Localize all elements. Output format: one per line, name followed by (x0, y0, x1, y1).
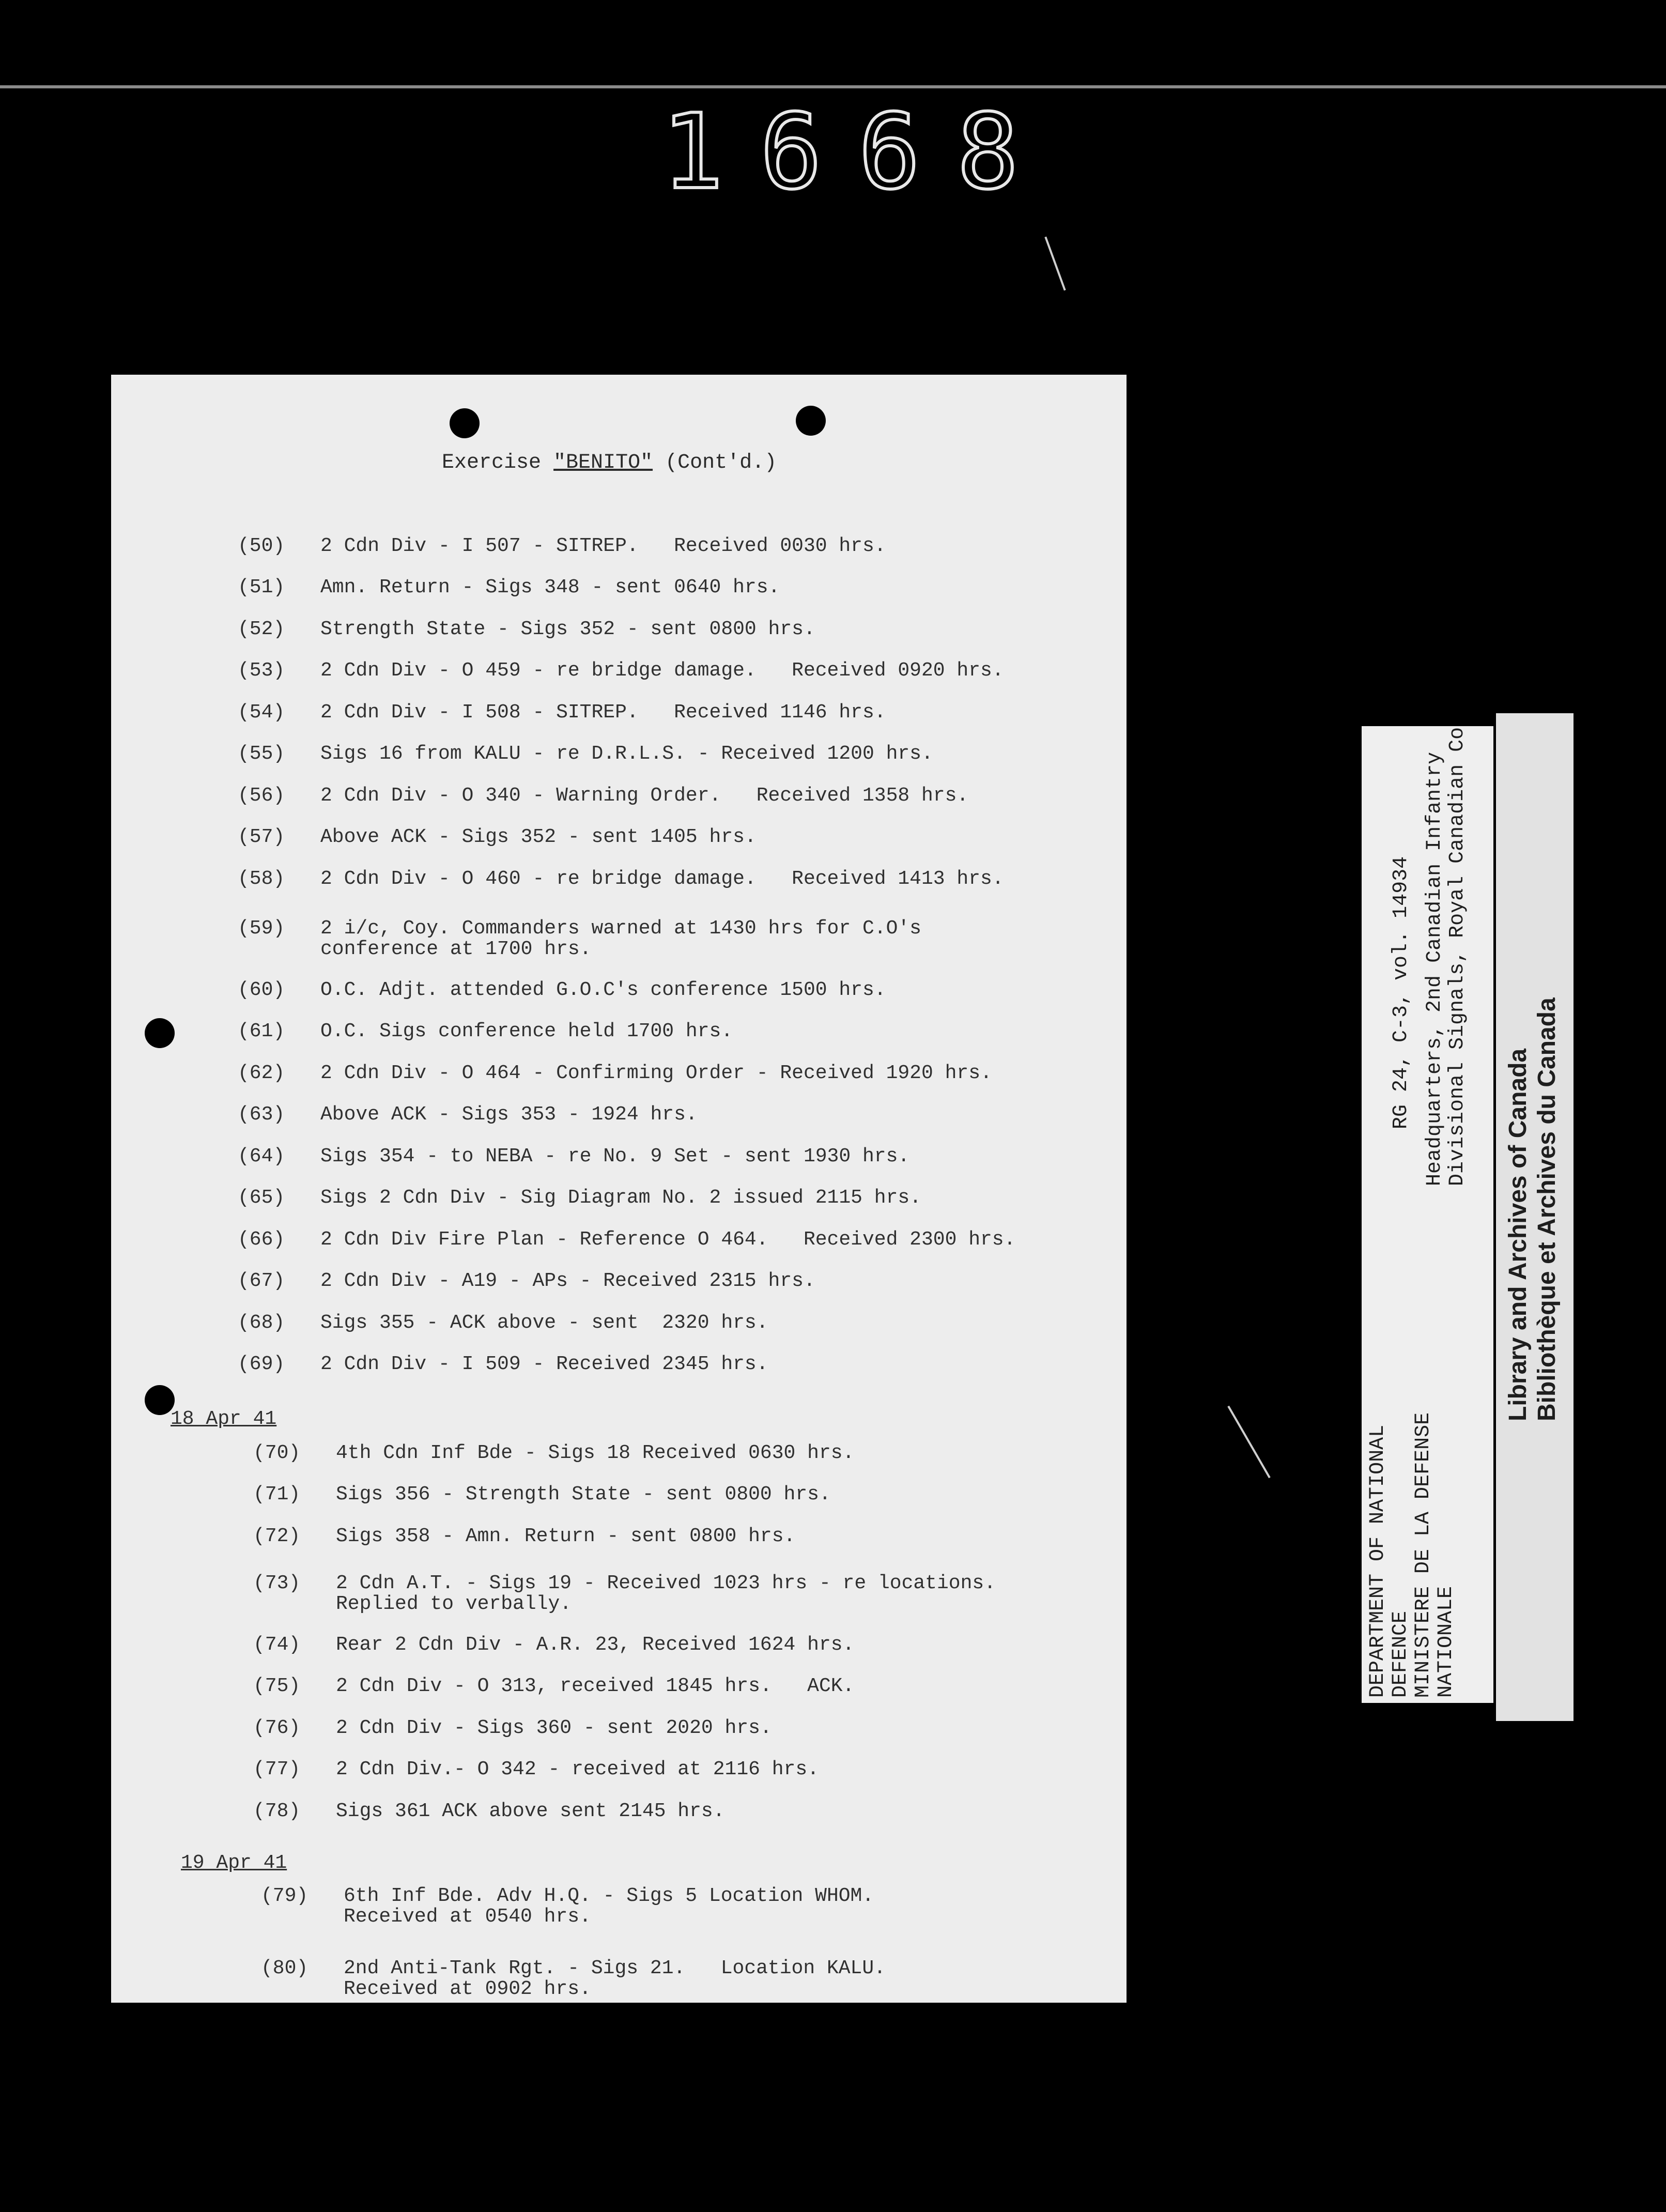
entry-number: (55) (238, 743, 285, 765)
punch-hole (450, 408, 480, 438)
title-prefix: Exercise (442, 451, 554, 474)
entry-number: (78) (253, 1800, 301, 1822)
entry-text: Strength State - Sigs 352 - sent 0800 hrs. (320, 618, 815, 640)
document-title (442, 451, 777, 474)
entry-number: (72) (253, 1525, 301, 1547)
entry-text: 6th Inf Bde. Adv H.Q. - Sigs 5 Location WHOM. Received at 0540 hrs. (344, 1885, 874, 1928)
entry-text: Sigs 2 Cdn Div - Sig Diagram No. 2 issued 2115 hrs. (320, 1187, 921, 1209)
entry-number: (60) (238, 979, 285, 1001)
entry-number: (70) (253, 1442, 301, 1464)
title-suffix: (Cont'd.) (653, 451, 777, 474)
entry-number: (51) (238, 576, 285, 598)
entry-number: (79) (261, 1885, 308, 1907)
entry-number: (77) (253, 1758, 301, 1780)
entry-number: (63) (238, 1103, 285, 1126)
library-archives-french: Bibliothèque et Archives du Canada (1533, 997, 1561, 1421)
entry-text: 2 Cdn Div - O 460 - re bridge damage. Received 1413 hrs. (320, 868, 1004, 890)
department-line: NATIONALE (1434, 1586, 1458, 1698)
entry-number: (62) (238, 1062, 285, 1084)
entry-number: (58) (238, 868, 285, 890)
entry-text: 4th Cdn Inf Bde - Sigs 18 Received 0630 hrs. (336, 1442, 855, 1464)
entry-number: (59) (238, 917, 285, 940)
entry-text: Sigs 361 ACK above sent 2145 hrs. (336, 1800, 725, 1822)
entry-text: Rear 2 Cdn Div - A.R. 23, Received 1624 hrs. (336, 1634, 855, 1656)
entry-number: (54) (238, 701, 285, 724)
entry-text: 2 Cdn Div - O 313, received 1845 hrs. ACK. (336, 1675, 855, 1697)
entry-number: (57) (238, 826, 285, 848)
entry-text: Sigs 358 - Amn. Return - sent 0800 hrs. (336, 1525, 796, 1547)
entry-number: (50) (238, 535, 285, 557)
archive-reference-tag (1362, 726, 1493, 1703)
entry-text: 2 Cdn Div - I 509 - Received 2345 hrs. (320, 1353, 768, 1375)
document-page (111, 375, 1127, 2003)
entry-text: Sigs 355 - ACK above - sent 2320 hrs. (320, 1312, 768, 1334)
film-scratch (1227, 1406, 1270, 1479)
entry-text: O.C. Adjt. attended G.O.C's conference 1500 hrs. (320, 979, 886, 1001)
entry-text: Amn. Return - Sigs 348 - sent 0640 hrs. (320, 576, 780, 598)
entry-number: (56) (238, 785, 285, 807)
library-archives-english: Library and Archives of Canada (1504, 1048, 1532, 1421)
department-line: MINISTERE DE LA DEFENSE (1412, 1412, 1435, 1698)
entry-text: 2 Cdn Div - O 459 - re bridge damage. Received 0920 hrs. (320, 659, 1004, 682)
entry-text: 2 Cdn Div - O 464 - Confirming Order - Received 1920 hrs. (320, 1062, 992, 1084)
entry-number: (53) (238, 659, 285, 682)
unit-label (1424, 727, 1469, 1186)
entry-number: (75) (253, 1675, 301, 1697)
entry-text: Sigs 16 from KALU - re D.R.L.S. - Received 1200 hrs. (320, 743, 933, 765)
entry-number: (80) (261, 1957, 308, 1979)
punch-hole (145, 1018, 175, 1048)
entry-text: 2 Cdn Div - A19 - APs - Received 2315 hrs. (320, 1270, 815, 1292)
entry-text: 2 Cdn Div Fire Plan - Reference O 464. Received 2300 hrs. (320, 1228, 1016, 1251)
entry-number: (65) (238, 1187, 285, 1209)
date-heading-18-apr: 18 Apr 41 (171, 1408, 277, 1430)
date-heading-19-apr: 19 Apr 41 (181, 1852, 287, 1874)
entry-text: 2 Cdn Div - I 508 - SITREP. Received 1146 hrs. (320, 701, 886, 724)
entry-number: (74) (253, 1634, 301, 1656)
entry-text: 2 Cdn Div - I 507 - SITREP. Received 0030 hrs. (320, 535, 886, 557)
archive-reference-number: RG 24, C-3, vol. 14934 (1390, 856, 1413, 1129)
department-line: DEPARTMENT OF NATIONAL (1366, 1424, 1390, 1698)
punch-hole (796, 406, 826, 436)
entry-number: (76) (253, 1717, 301, 1739)
entry-text: O.C. Sigs conference held 1700 hrs. (320, 1020, 733, 1042)
entry-text: Sigs 356 - Strength State - sent 0800 hrs. (336, 1483, 831, 1506)
entry-number: (69) (238, 1353, 285, 1375)
entry-text: Above ACK - Sigs 352 - sent 1405 hrs. (320, 826, 757, 848)
library-archives-text (1504, 997, 1562, 1421)
entry-number: (64) (238, 1145, 285, 1168)
entry-text: 2 Cdn A.T. - Sigs 19 - Received 1023 hrs - re locations. Replied to verbally. (336, 1572, 996, 1615)
entry-text: 2 Cdn Div - O 340 - Warning Order. Received 1358 hrs. (320, 785, 969, 807)
unit-line: Divisional Signals, Royal Canadian Co (1446, 727, 1469, 1186)
entry-number: (71) (253, 1483, 301, 1506)
department-line: DEFENCE (1389, 1610, 1412, 1698)
entry-text: Above ACK - Sigs 353 - 1924 hrs. (320, 1103, 698, 1126)
unit-line: Headquarters, 2nd Canadian Infantry (1423, 751, 1446, 1186)
entry-number: (68) (238, 1312, 285, 1334)
library-archives-label (1496, 713, 1574, 1721)
entry-number: (52) (238, 618, 285, 640)
entry-number: (73) (253, 1572, 301, 1594)
entry-text: 2 Cdn Div - Sigs 360 - sent 2020 hrs. (336, 1717, 772, 1739)
title-exercise-name: "BENITO" (553, 451, 653, 474)
entry-number: (61) (238, 1020, 285, 1042)
entry-text: 2 i/c, Coy. Commanders warned at 1430 hrs for C.O's conference at 1700 hrs. (320, 917, 921, 960)
department-label (1367, 1412, 1458, 1698)
film-edge-line (0, 85, 1666, 88)
film-scratch (1044, 237, 1066, 291)
entry-text: Sigs 354 - to NEBA - re No. 9 Set - sent 1930 hrs. (320, 1145, 910, 1168)
entry-text: 2 Cdn Div.- O 342 - received at 2116 hrs. (336, 1758, 819, 1780)
entry-number: (66) (238, 1228, 285, 1251)
frame-number: 1668 (661, 92, 1055, 212)
entry-number: (67) (238, 1270, 285, 1292)
entry-text: 2nd Anti-Tank Rgt. - Sigs 21. Location KALU. Received at 0902 hrs. (344, 1957, 886, 2000)
